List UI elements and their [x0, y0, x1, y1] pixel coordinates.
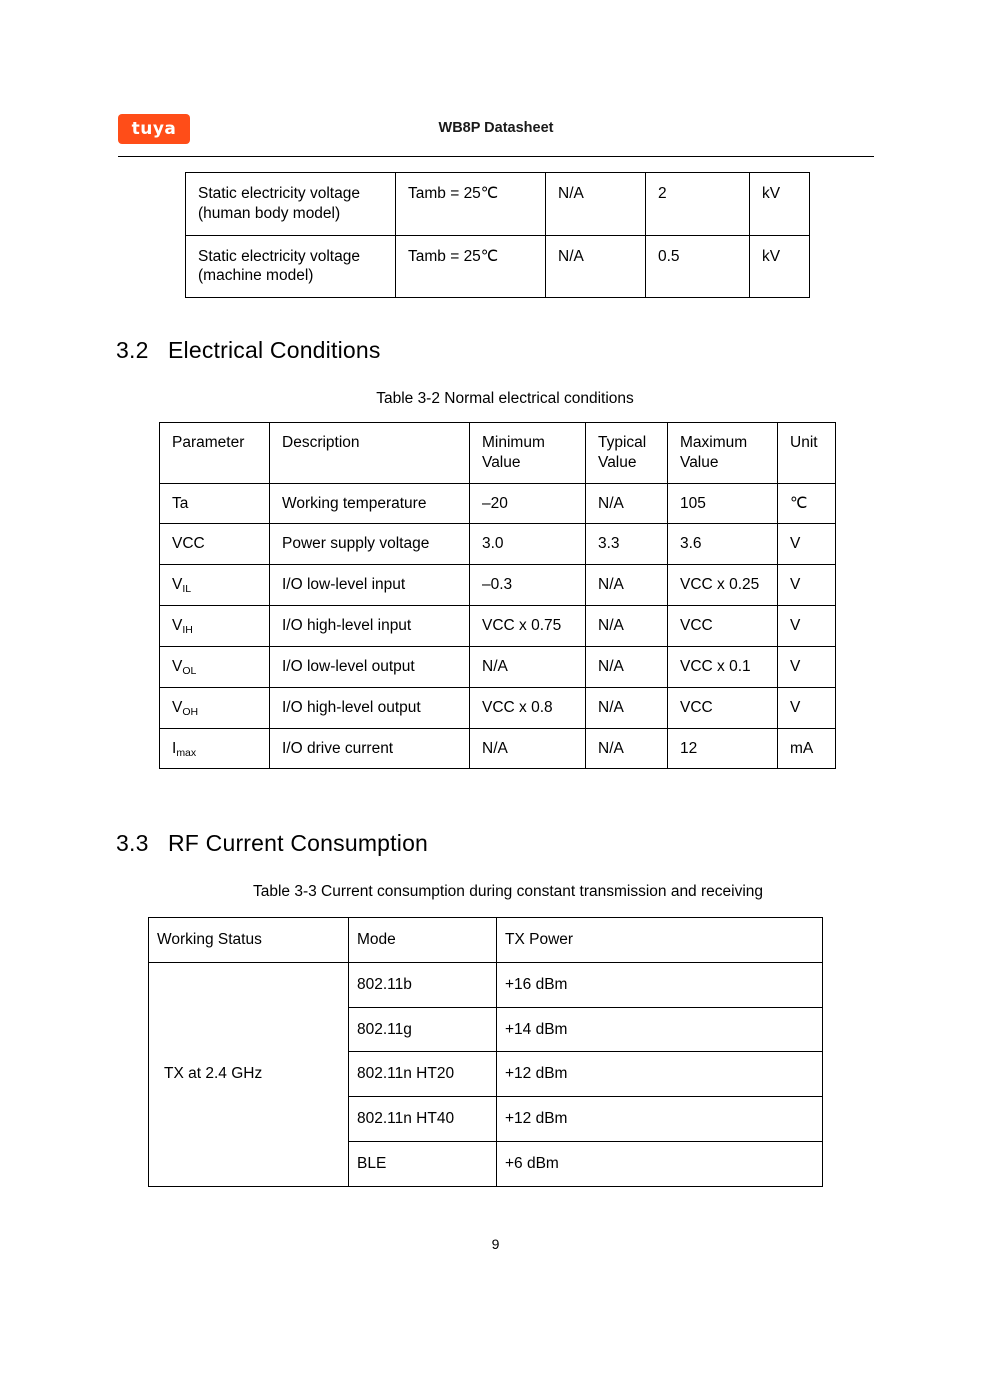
table-row — [160, 646, 836, 687]
header-minimum — [470, 423, 586, 484]
esd-table — [185, 172, 810, 298]
section-title: Electrical Conditions — [168, 337, 381, 363]
row-minimum: 3.0 — [470, 524, 586, 565]
row-tx-power: +6 dBm — [497, 1142, 823, 1187]
table-row — [186, 173, 810, 236]
row-typical: N/A — [586, 687, 668, 728]
row-maximum: VCC — [668, 606, 778, 647]
row-unit: ℃ — [778, 483, 836, 524]
param-text: V — [172, 617, 183, 635]
table-caption-3-3: Table 3-3 Current consumption during constant transmission and receiving — [252, 883, 764, 900]
param-subscript: IH — [182, 624, 193, 637]
header-divider — [118, 156, 874, 157]
row-description: I/O low-level output — [270, 646, 470, 687]
esd-description: Tamb = 25℃ — [396, 235, 546, 298]
table-row — [160, 606, 836, 647]
section-number: 3.3 — [116, 830, 149, 856]
header-minimum-line1: Minimum — [482, 434, 545, 451]
section-title: RF Current Consumption — [168, 830, 429, 856]
esd-maximum: 2 — [646, 173, 750, 236]
row-typical: N/A — [586, 483, 668, 524]
param-subscript: OL — [182, 664, 197, 677]
param-text: V — [172, 657, 183, 675]
row-minimum: –20 — [470, 483, 586, 524]
header-maximum — [668, 423, 778, 484]
param-subscript: max — [176, 746, 197, 759]
param-subscript: OH — [182, 705, 199, 718]
row-unit: V — [778, 524, 836, 565]
param-text: Ta — [172, 494, 189, 512]
table-caption-3-2: Table 3-2 Normal electrical conditions — [376, 390, 634, 407]
row-maximum: 105 — [668, 483, 778, 524]
table-row — [160, 728, 836, 769]
header-description: Description — [270, 423, 470, 484]
row-unit: V — [778, 565, 836, 606]
row-minimum: N/A — [470, 728, 586, 769]
row-typical: N/A — [586, 728, 668, 769]
param-text: V — [172, 576, 183, 594]
header-unit: Unit — [778, 423, 836, 484]
row-description: I/O drive current — [270, 728, 470, 769]
header-maximum-line1: Maximum — [680, 434, 748, 451]
row-mode: 802.11n HT40 — [349, 1097, 497, 1142]
header-typical-line2: Value — [598, 453, 637, 471]
row-tx-power: +12 dBm — [497, 1052, 823, 1097]
table-row — [149, 962, 823, 1007]
table-row — [160, 565, 836, 606]
esd-unit: kV — [750, 173, 810, 236]
esd-unit: kV — [750, 235, 810, 298]
section-number: 3.2 — [116, 337, 149, 363]
row-mode: 802.11n HT20 — [349, 1052, 497, 1097]
row-tx-power: +16 dBm — [497, 962, 823, 1007]
row-maximum: VCC — [668, 687, 778, 728]
row-description: Working temperature — [270, 483, 470, 524]
esd-maximum: 0.5 — [646, 235, 750, 298]
table-header-row — [160, 423, 836, 484]
esd-minimum: N/A — [546, 235, 646, 298]
table-row — [160, 524, 836, 565]
row-parameter — [160, 524, 270, 565]
param-text: I — [172, 739, 177, 757]
table-row — [160, 483, 836, 524]
row-unit: V — [778, 606, 836, 647]
row-minimum: VCC x 0.8 — [470, 687, 586, 728]
esd-description: Tamb = 25℃ — [396, 173, 546, 236]
row-unit: mA — [778, 728, 836, 769]
row-unit: V — [778, 646, 836, 687]
row-typical: N/A — [586, 646, 668, 687]
row-tx-power: +12 dBm — [497, 1097, 823, 1142]
esd-parameter: Static electricity voltage (human body model) — [186, 173, 396, 236]
row-typical: N/A — [586, 565, 668, 606]
header-maximum-line2: Value — [680, 453, 719, 471]
param-text: V — [172, 698, 183, 716]
param-text: VCC — [172, 535, 205, 553]
row-description: I/O low-level input — [270, 565, 470, 606]
row-description: Power supply voltage — [270, 524, 470, 565]
row-mode: BLE — [349, 1142, 497, 1187]
row-minimum: N/A — [470, 646, 586, 687]
row-parameter — [160, 606, 270, 647]
header-tx-power: TX Power — [497, 918, 823, 963]
section-heading-3-2 — [116, 337, 381, 364]
row-description: I/O high-level output — [270, 687, 470, 728]
row-parameter — [160, 646, 270, 687]
esd-parameter: Static electricity voltage (machine model) — [186, 235, 396, 298]
rf-current-consumption-table — [148, 917, 823, 1187]
electrical-conditions-table — [159, 422, 836, 769]
row-tx-power: +14 dBm — [497, 1007, 823, 1052]
header-working-status: Working Status — [149, 918, 349, 963]
table-row — [160, 687, 836, 728]
row-maximum: 12 — [668, 728, 778, 769]
header-mode: Mode — [349, 918, 497, 963]
header-minimum-line2: Value — [482, 453, 521, 471]
header-typical-line1: Typical — [598, 434, 647, 451]
page-header — [118, 112, 874, 158]
row-mode: 802.11g — [349, 1007, 497, 1052]
working-status-group-label: TX at 2.4 GHz — [149, 962, 349, 1186]
document-title: WB8P Datasheet — [438, 120, 554, 136]
row-mode: 802.11b — [349, 962, 497, 1007]
section-heading-3-3 — [116, 830, 428, 857]
row-parameter — [160, 565, 270, 606]
table-header-row — [149, 918, 823, 963]
row-maximum: VCC x 0.25 — [668, 565, 778, 606]
row-parameter — [160, 483, 270, 524]
header-typical — [586, 423, 668, 484]
row-minimum: VCC x 0.75 — [470, 606, 586, 647]
row-typical: 3.3 — [586, 524, 668, 565]
row-maximum: 3.6 — [668, 524, 778, 565]
row-parameter — [160, 687, 270, 728]
row-parameter — [160, 728, 270, 769]
header-parameter: Parameter — [160, 423, 270, 484]
param-subscript: IL — [182, 583, 192, 596]
row-maximum: VCC x 0.1 — [668, 646, 778, 687]
page-number: 9 — [491, 1236, 500, 1252]
esd-minimum: N/A — [546, 173, 646, 236]
row-unit: V — [778, 687, 836, 728]
logo-text: tuya — [131, 118, 177, 139]
row-typical: N/A — [586, 606, 668, 647]
table-row — [186, 235, 810, 298]
row-minimum: –0.3 — [470, 565, 586, 606]
row-description: I/O high-level input — [270, 606, 470, 647]
